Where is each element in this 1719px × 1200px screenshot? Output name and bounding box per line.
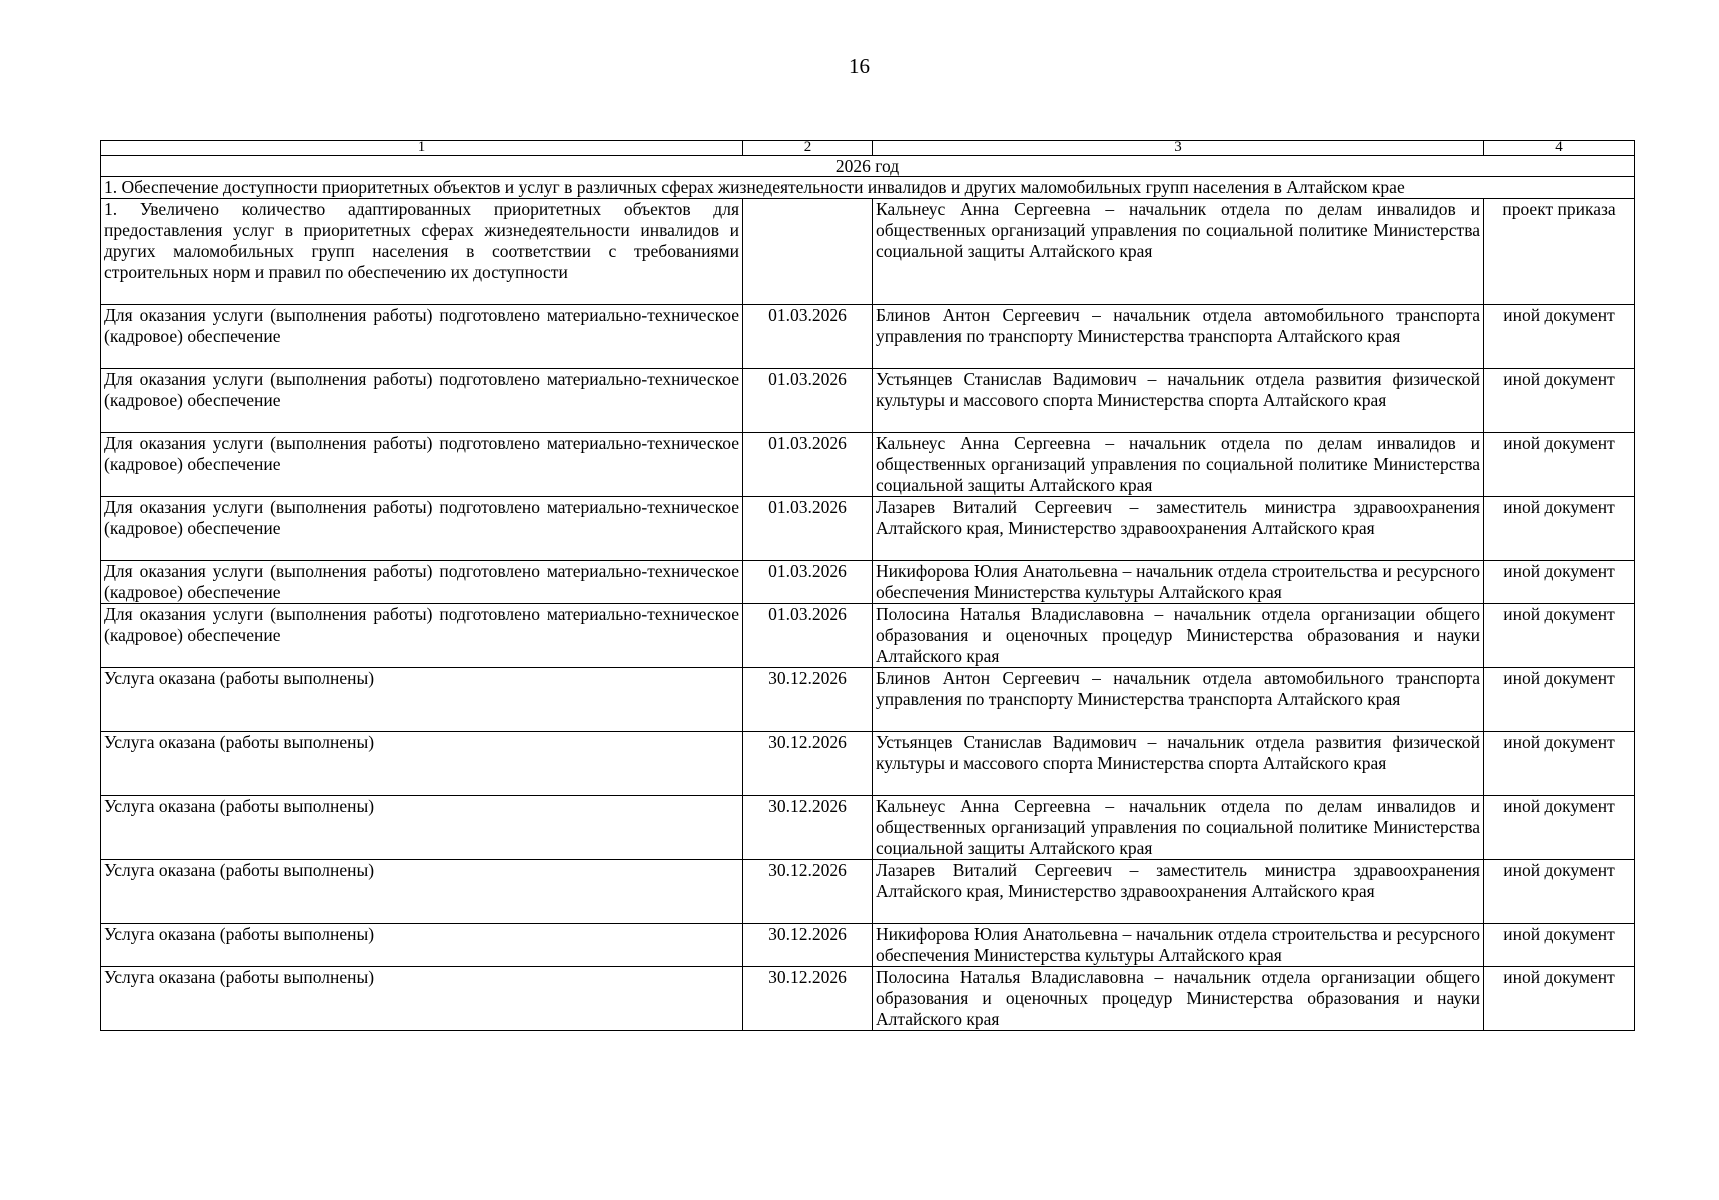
column-number-2: 2 <box>743 141 873 156</box>
event-cell: Услуга оказана (работы выполнены) <box>101 668 743 732</box>
plan-table <box>100 140 1635 1031</box>
date-cell: 30.12.2026 <box>743 924 873 967</box>
document-cell: иной документ <box>1484 668 1635 732</box>
table-row <box>101 561 1635 604</box>
date-cell: 30.12.2026 <box>743 860 873 924</box>
document-cell: иной документ <box>1484 796 1635 860</box>
page-number: 16 <box>849 54 870 78</box>
responsible-cell: Кальнеус Анна Сергеевна – начальник отдела по делам инвалидов и общественных организаций управления по социальной политике Министерства социальной защиты Алтайского края <box>873 433 1484 497</box>
document-cell: иной документ <box>1484 561 1635 604</box>
date-cell: 01.03.2026 <box>743 604 873 668</box>
column-number-1: 1 <box>101 141 743 156</box>
responsible-cell: Блинов Антон Сергеевич – начальник отдела автомобильного транспорта управления по транспорту Министерства транспорта Алтайского края <box>873 305 1484 369</box>
responsible-cell: Полосина Наталья Владиславовна – начальник отдела организации общего образования и оценочных процедур Министерства образования и науки Алтайского края <box>873 604 1484 668</box>
event-cell: Услуга оказана (работы выполнены) <box>101 924 743 967</box>
year-row <box>101 156 1635 177</box>
responsible-cell: Лазарев Виталий Сергеевич – заместитель министра здравоохранения Алтайского края, Министерство здравоохранения Алтайского края <box>873 860 1484 924</box>
date-cell: 01.03.2026 <box>743 305 873 369</box>
event-cell: 1. Увеличено количество адаптированных приоритетных объектов для предоставления услуг в приоритетных сферах жизнедеятельности инвалидов и других маломобильных групп населения в соответствии с требованиями строительных норм и правил по обеспечению их доступности <box>101 199 743 305</box>
event-cell: Для оказания услуги (выполнения работы) подготовлено материально-техническое (кадровое) обеспечение <box>101 305 743 369</box>
date-cell <box>743 199 873 305</box>
date-cell: 30.12.2026 <box>743 967 873 1031</box>
responsible-cell: Блинов Антон Сергеевич – начальник отдела автомобильного транспорта управления по транспорту Министерства транспорта Алтайского края <box>873 668 1484 732</box>
responsible-cell: Никифорова Юлия Анатольевна – начальник отдела строительства и ресурсного обеспечения Министерства культуры Алтайского края <box>873 561 1484 604</box>
document-cell: иной документ <box>1484 604 1635 668</box>
date-cell: 01.03.2026 <box>743 433 873 497</box>
responsible-cell: Никифорова Юлия Анатольевна – начальник отдела строительства и ресурсного обеспечения Министерства культуры Алтайского края <box>873 924 1484 967</box>
document-cell: иной документ <box>1484 433 1635 497</box>
table-row <box>101 199 1635 305</box>
table-row <box>101 433 1635 497</box>
event-cell: Услуга оказана (работы выполнены) <box>101 967 743 1031</box>
responsible-cell: Лазарев Виталий Сергеевич – заместитель министра здравоохранения Алтайского края, Министерство здравоохранения Алтайского края <box>873 497 1484 561</box>
responsible-cell: Полосина Наталья Владиславовна – начальник отдела организации общего образования и оценочных процедур Министерства образования и науки Алтайского края <box>873 967 1484 1031</box>
table-row <box>101 305 1635 369</box>
event-cell: Для оказания услуги (выполнения работы) подготовлено материально-техническое (кадровое) обеспечение <box>101 604 743 668</box>
table-row <box>101 369 1635 433</box>
year-heading: 2026 год <box>101 156 1635 177</box>
event-cell: Услуга оказана (работы выполнены) <box>101 796 743 860</box>
table-row <box>101 967 1635 1031</box>
table-row <box>101 924 1635 967</box>
table-row <box>101 604 1635 668</box>
column-number-4: 4 <box>1484 141 1635 156</box>
document-cell: иной документ <box>1484 967 1635 1031</box>
table-row <box>101 860 1635 924</box>
event-cell: Для оказания услуги (выполнения работы) подготовлено материально-техническое (кадровое) обеспечение <box>101 497 743 561</box>
document-cell: иной документ <box>1484 305 1635 369</box>
document-cell: проект приказа <box>1484 199 1635 305</box>
column-number-row <box>101 141 1635 156</box>
event-cell: Для оказания услуги (выполнения работы) подготовлено материально-техническое (кадровое) обеспечение <box>101 561 743 604</box>
table-row <box>101 668 1635 732</box>
table-row <box>101 497 1635 561</box>
document-cell: иной документ <box>1484 860 1635 924</box>
task-heading: 1. Обеспечение доступности приоритетных объектов и услуг в различных сферах жизнедеятельности инвалидов и других маломобильных групп населения в Алтайском крае <box>101 177 1635 199</box>
responsible-cell: Кальнеус Анна Сергеевна – начальник отдела по делам инвалидов и общественных организаций управления по социальной политике Министерства социальной защиты Алтайского края <box>873 796 1484 860</box>
document-cell: иной документ <box>1484 369 1635 433</box>
event-cell: Услуга оказана (работы выполнены) <box>101 860 743 924</box>
document-cell: иной документ <box>1484 924 1635 967</box>
document-cell: иной документ <box>1484 732 1635 796</box>
task-row <box>101 177 1635 199</box>
document-cell: иной документ <box>1484 497 1635 561</box>
column-number-3: 3 <box>873 141 1484 156</box>
date-cell: 01.03.2026 <box>743 561 873 604</box>
event-cell: Для оказания услуги (выполнения работы) подготовлено материально-техническое (кадровое) обеспечение <box>101 369 743 433</box>
responsible-cell: Устьянцев Станислав Вадимович – начальник отдела развития физической культуры и массового спорта Министерства спорта Алтайского края <box>873 369 1484 433</box>
responsible-cell: Устьянцев Станислав Вадимович – начальник отдела развития физической культуры и массового спорта Министерства спорта Алтайского края <box>873 732 1484 796</box>
responsible-cell: Кальнеус Анна Сергеевна – начальник отдела по делам инвалидов и общественных организаций управления по социальной политике Министерства социальной защиты Алтайского края <box>873 199 1484 305</box>
event-cell: Услуга оказана (работы выполнены) <box>101 732 743 796</box>
date-cell: 30.12.2026 <box>743 668 873 732</box>
table-row <box>101 796 1635 860</box>
date-cell: 01.03.2026 <box>743 369 873 433</box>
table-row <box>101 732 1635 796</box>
event-cell: Для оказания услуги (выполнения работы) подготовлено материально-техническое (кадровое) обеспечение <box>101 433 743 497</box>
date-cell: 01.03.2026 <box>743 497 873 561</box>
date-cell: 30.12.2026 <box>743 796 873 860</box>
date-cell: 30.12.2026 <box>743 732 873 796</box>
